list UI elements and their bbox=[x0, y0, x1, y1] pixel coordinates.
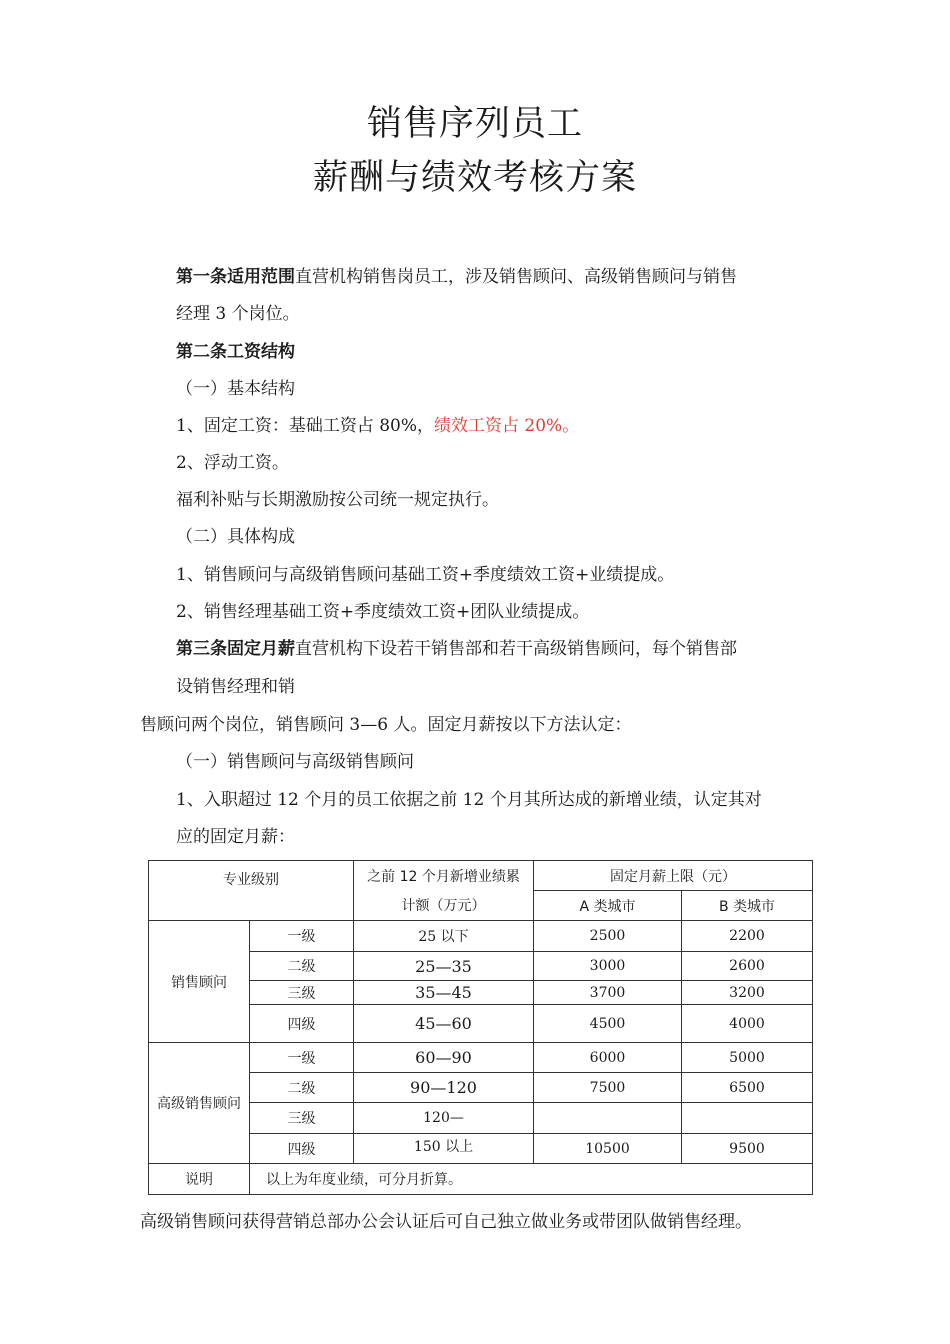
row6-city-a: 7500 bbox=[534, 1073, 682, 1103]
article3-sub1: （一）销售顾问与高级销售顾问 bbox=[176, 752, 414, 772]
note-label: 说明 bbox=[149, 1164, 250, 1195]
article2-line5: 2、销售经理基础工资+季度绩效工资+团队业绩提成。 bbox=[176, 602, 590, 622]
row6-amount: 90—120 bbox=[354, 1073, 534, 1103]
row5-city-b: 5000 bbox=[682, 1043, 813, 1073]
group-senior-advisor: 高级销售顾问 bbox=[149, 1043, 250, 1164]
row8-city-b: 9500 bbox=[682, 1134, 813, 1164]
article3 bbox=[176, 638, 737, 660]
header-cap: 固定月薪上限（元） bbox=[534, 861, 813, 891]
header-amount-line2: 计额（万元） bbox=[401, 897, 486, 914]
row3-city-b: 3200 bbox=[682, 981, 813, 1005]
article3-cont2: 售顾问两个岗位，销售顾问 3—6 人。固定月薪按以下方法认定： bbox=[140, 715, 632, 735]
row5-city-a: 6000 bbox=[534, 1043, 682, 1073]
row4-city-a: 4500 bbox=[534, 1005, 682, 1043]
article2-line1-b: 绩效工资占 20%。 bbox=[434, 416, 580, 436]
article1-heading: 第一条适用范围 bbox=[176, 267, 295, 287]
row1-city-b: 2200 bbox=[682, 921, 813, 952]
article2-line1-a: 1、固定工资：基础工资占 80%， bbox=[176, 416, 435, 436]
row4-amount: 45—60 bbox=[354, 1005, 534, 1043]
row2-city-b: 2600 bbox=[682, 952, 813, 981]
article2-line2: 2、浮动工资。 bbox=[176, 453, 289, 473]
footer-line: 高级销售顾问获得营销总部办公会认证后可自己独立做业务或带团队做销售经理。 bbox=[140, 1212, 752, 1232]
row1-city-a: 2500 bbox=[534, 921, 682, 952]
row6-city-b: 6500 bbox=[682, 1073, 813, 1103]
row4-city-b: 4000 bbox=[682, 1005, 813, 1043]
row3-city-a: 3700 bbox=[534, 981, 682, 1005]
row2-level: 二级 bbox=[250, 952, 354, 981]
article3-cont1: 设销售经理和销 bbox=[176, 677, 295, 697]
group-sales-advisor: 销售顾问 bbox=[149, 921, 250, 1043]
article2-heading: 第二条工资结构 bbox=[176, 342, 295, 362]
row2-amount: 25—35 bbox=[354, 952, 534, 981]
article1-cont: 经理 3 个岗位。 bbox=[176, 304, 300, 324]
row8-level: 四级 bbox=[250, 1134, 354, 1164]
row3-level: 三级 bbox=[250, 981, 354, 1005]
article1-text: 直营机构销售岗员工，涉及销售顾问、高级销售顾问与销售 bbox=[295, 267, 737, 287]
row6-level: 二级 bbox=[250, 1073, 354, 1103]
row7-level: 三级 bbox=[250, 1103, 354, 1134]
row5-level: 一级 bbox=[250, 1043, 354, 1073]
doc-title-line2: 薪酬与绩效考核方案 bbox=[312, 158, 637, 198]
header-amount-line1: 之前 12 个月新增业绩累 bbox=[367, 868, 520, 885]
salary-table bbox=[148, 860, 813, 1195]
article3-line1: 1、入职超过 12 个月的员工依据之前 12 个月其所达成的新增业绩，认定其对 bbox=[176, 790, 762, 810]
row1-amount: 25 以下 bbox=[354, 921, 534, 952]
header-city-b: B 类城市 bbox=[682, 891, 813, 921]
article3-heading: 第三条固定月薪 bbox=[176, 639, 295, 659]
row8-amount: 150 以上 bbox=[354, 1134, 534, 1164]
row7-amount: 120— bbox=[354, 1103, 534, 1134]
article2-sub1: （一）基本结构 bbox=[176, 379, 295, 399]
row3-amount: 35—45 bbox=[354, 981, 534, 1005]
row5-amount: 60—90 bbox=[354, 1043, 534, 1073]
article1 bbox=[176, 266, 737, 288]
header-level: 专业级别 bbox=[149, 861, 354, 921]
header-amount bbox=[354, 861, 534, 921]
header-city-a: A 类城市 bbox=[534, 891, 682, 921]
article3-text: 直营机构下设若干销售部和若干高级销售顾问，每个销售部 bbox=[295, 639, 737, 659]
row7-city-b bbox=[682, 1103, 813, 1134]
row4-level: 四级 bbox=[250, 1005, 354, 1043]
article2-line3: 福利补贴与长期激励按公司统一规定执行。 bbox=[176, 490, 499, 510]
article3-line1-cont: 应的固定月薪： bbox=[176, 827, 295, 847]
row8-city-a: 10500 bbox=[534, 1134, 682, 1164]
doc-title-line1: 销售序列员工 bbox=[366, 104, 583, 144]
article2-line1 bbox=[176, 415, 579, 437]
row7-city-a bbox=[534, 1103, 682, 1134]
article2-sub2: （二）具体构成 bbox=[176, 527, 295, 547]
note-text: 以上为年度业绩，可分月折算。 bbox=[250, 1164, 813, 1195]
article2-line4: 1、销售顾问与高级销售顾问基础工资+季度绩效工资+业绩提成。 bbox=[176, 565, 675, 585]
row1-level: 一级 bbox=[250, 921, 354, 952]
row2-city-a: 3000 bbox=[534, 952, 682, 981]
